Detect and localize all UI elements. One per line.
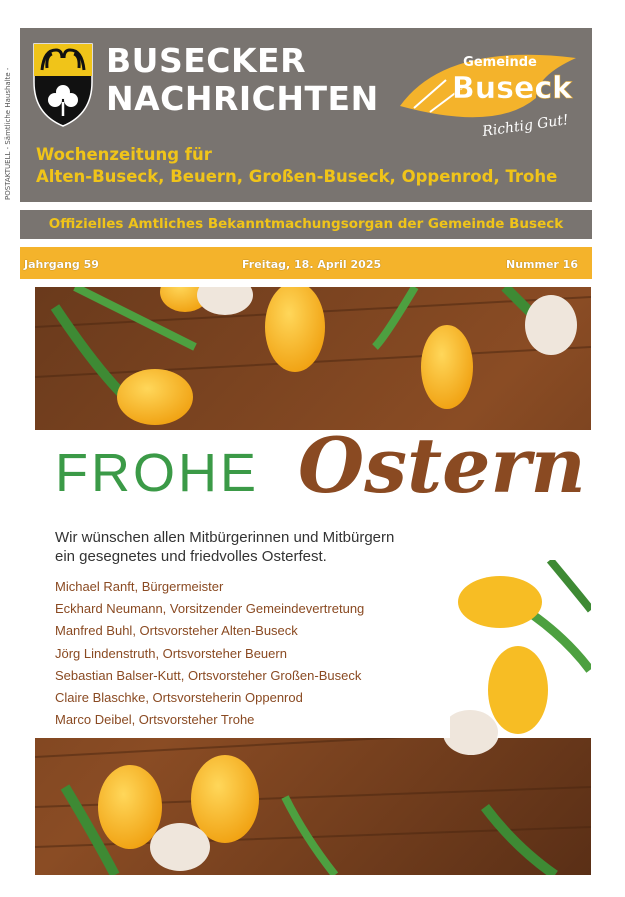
signatory-item: Michael Ranft, Bürgermeister bbox=[55, 579, 224, 594]
issue-number: Nummer 16 bbox=[506, 258, 578, 271]
signatory-item: Marco Deibel, Ortsvorsteher Trohe bbox=[55, 712, 255, 728]
tagline-line-1: Wochenzeitung für bbox=[36, 145, 212, 164]
tagline-line-2: Alten-Buseck, Beuern, Großen-Buseck, Oppenrod, Trohe bbox=[36, 167, 558, 186]
tagline bbox=[36, 144, 557, 188]
signatory-list bbox=[55, 576, 364, 731]
title-line-2: NACHRICHTEN bbox=[106, 79, 379, 118]
logo-gemeinde-text: Gemeinde bbox=[463, 55, 537, 70]
signatory-item: Eckhard Neumann, Vorsitzender Gemeindevertretung bbox=[55, 601, 365, 617]
ostern-script-heading bbox=[290, 390, 590, 510]
logo-buseck-text: Buseck bbox=[451, 71, 573, 106]
signatory-item: Sebastian Balser-Kutt, Ortsvorsteher Großen-Buseck bbox=[55, 667, 362, 683]
signatory-item: Manfred Buhl, Ortsvorsteher Alten-Buseck bbox=[55, 623, 298, 639]
postal-side-note-text: POSTAKTUELL - Sämtliche Haushalte - bbox=[4, 67, 12, 200]
coat-of-arms-icon bbox=[32, 42, 94, 128]
postal-side-note bbox=[4, 40, 16, 200]
gemeinde-buseck-logo bbox=[386, 36, 586, 146]
wish-line-1: Wir wünschen allen Mitbürgerinnen und Mitbürgern bbox=[55, 529, 395, 546]
frohe-heading: FROHE bbox=[55, 443, 259, 503]
official-banner: Offizielles Amtliches Bekanntmachungsorgan der Gemeinde Buseck bbox=[20, 210, 592, 239]
signatory-item: Jörg Lindenstruth, Ortsvorsteher Beuern bbox=[55, 645, 287, 661]
tulip-overlay bbox=[450, 560, 591, 740]
volume-label: Jahrgang 59 bbox=[24, 258, 99, 271]
wish-line-2: ein gesegnetes und friedvolles Osterfest. bbox=[55, 548, 327, 565]
issue-date: Freitag, 18. April 2025 bbox=[242, 258, 382, 271]
logo-slogan-text: Richtig Gut! bbox=[481, 112, 570, 141]
title-line-1: BUSECKER bbox=[106, 41, 307, 80]
masthead bbox=[20, 28, 592, 202]
signatory-item: Claire Blaschke, Ortsvorsteherin Oppenrod bbox=[55, 689, 303, 705]
ostern-text: Ostern bbox=[298, 421, 586, 510]
newspaper-title bbox=[106, 42, 379, 118]
greeting-wish bbox=[55, 528, 394, 566]
issue-info-bar bbox=[20, 247, 592, 279]
